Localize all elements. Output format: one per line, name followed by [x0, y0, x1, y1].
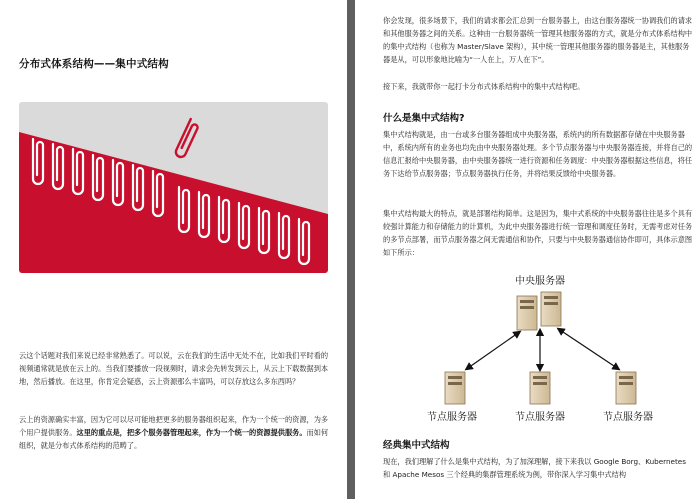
right-paragraph-4: 集中式结构最大的特点，就是部署结构简单。这是因为，集中式系统的中央服务器往往是多个具有较强计算能力和存储能力的计算机，为此中央服务器进行统一管理和调度任务时，无需考虑对任务的多节点部署，而节点服务器之间无需通信和协作，只要与中央服务器通信协作即可，具体示意图如下所示： — [383, 209, 693, 257]
arrow-right — [560, 330, 617, 368]
left-paragraph-2-bold: 这里的重点是，把多个服务器管理起来，作为一个统一的资源提供服务。 — [76, 428, 307, 437]
left-paragraph-2 — [19, 413, 331, 452]
arrow-left — [468, 333, 518, 368]
right-paragraph-3: 集中式结构就是，由一台或多台服务器组成中央服务器，系统内的所有数据都存储在中央服务器中，系统内所有的业务也均先由中央服务器处理。多个节点服务器与中央服务器连接，并将自己的信息汇报给中央服务器，由中央服务器统一进行资源和任务调度：中央服务器根据这些信息，将任务下达给节点服务器；节点服务器执行任务，并将结果反馈给中央服务器。 — [383, 130, 693, 178]
right-paragraph-1: 你会发现，很多场景下，我们的请求都会汇总到一台服务器上，由这台服务器统一协调我们的请求和其他服务器之间的关系。这种由一台服务器统一管理其他服务器的方式，就是分布式体系结构中的集中式结构（也称为 Master/Slave 架构），其中统一管理其他服务器的服务器是主，其他服务器是从，可以形象地比喻为“一人在上，万人在下”。 — [383, 16, 693, 64]
node-server-icon — [616, 372, 636, 404]
centralized-architecture-diagram — [410, 268, 680, 428]
left-paragraph-1: 云这个话题对我们来说已经非常熟悉了。可以说，云在我们的生活中无处不在，比如我们平时看的视频通常就是放在云上的。当我们要播放一段视频时，请求会先转发到云上，从云上下载数据到本地，然后播放。在这里，你肯定会疑惑，云上资源那么丰富吗，可以存放这么多东西吗？ — [19, 351, 329, 386]
central-server-label: 中央服务器 — [515, 276, 565, 287]
section-heading-classic-centralized: 经典集中式结构 — [383, 440, 450, 451]
right-paragraph-5: 现在，我们理解了什么是集中式结构，为了加深理解，接下来我以 Google Borg、Kubernetes 和 Apache Mesos 三个经典的集群管理系统为例，带你深入学习集中式结构 — [383, 457, 686, 479]
left-paragraph-2-text-end: 而如何组织，就是分布式体系结构的范畴了。 — [19, 428, 329, 450]
page-title: 分布式体系结构——集中式结构 — [19, 58, 169, 70]
section-heading-what-is-centralized: 什么是集中式结构? — [383, 113, 465, 124]
left-page — [0, 0, 347, 499]
hero-image-paperclips — [19, 102, 328, 273]
right-paragraph-2: 接下来，我就带你一起打卡分布式体系结构中的集中式结构吧。 — [383, 82, 585, 91]
page-gutter — [347, 0, 355, 499]
node-server-label: 节点服务器 — [515, 412, 565, 423]
node-server-label: 节点服务器 — [427, 412, 477, 423]
node-server-icon — [445, 372, 465, 404]
node-server-icon — [530, 372, 550, 404]
central-server-icon — [517, 292, 561, 330]
left-paragraph-2-text: 云上的资源确实丰富，因为它可以尽可能地把更多的服务器组织起来，作为一个统一的资源，为多个用户提供服务。 — [19, 415, 329, 437]
node-server-label: 节点服务器 — [603, 412, 653, 423]
